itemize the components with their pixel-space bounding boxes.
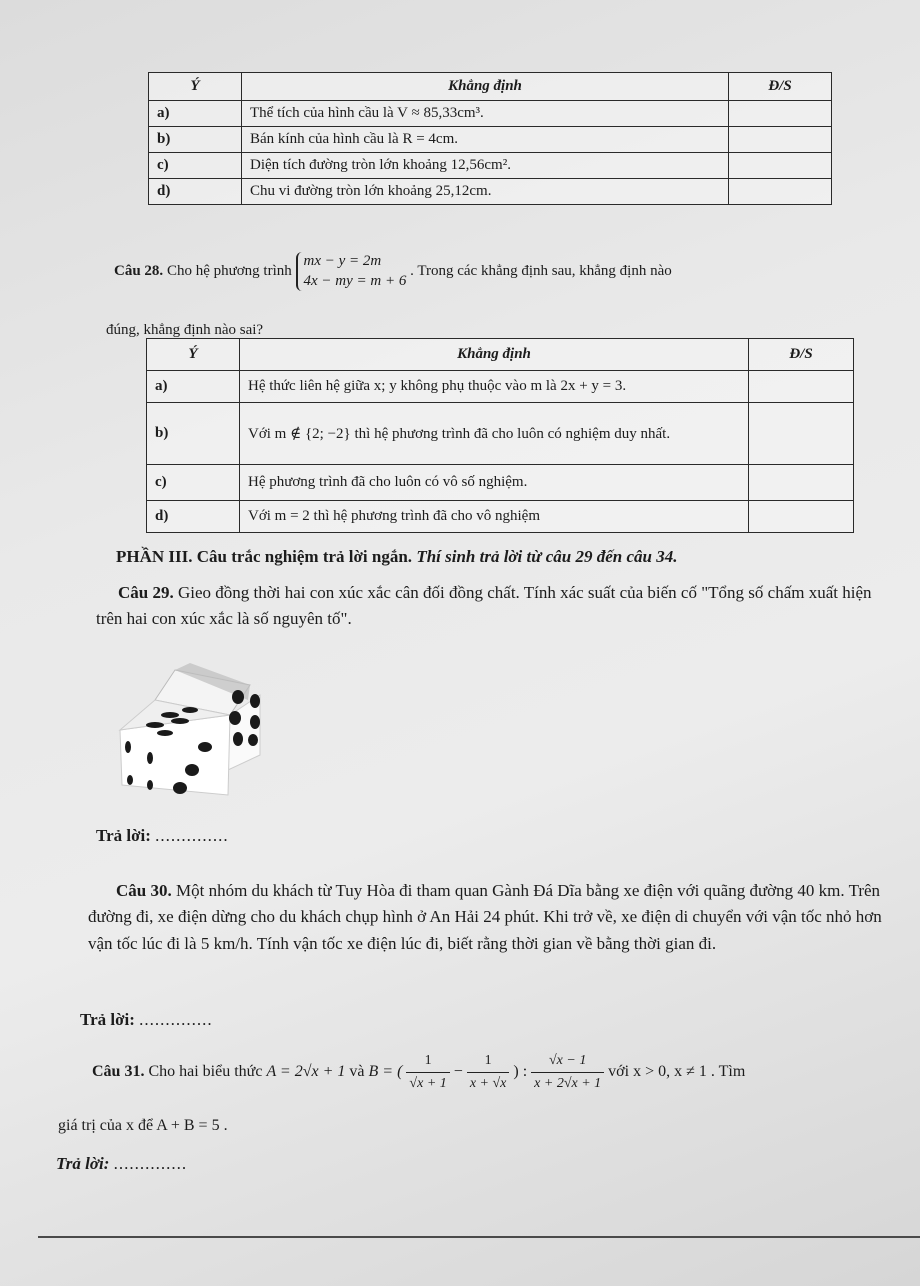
divider	[38, 1236, 920, 1238]
answer-blank[interactable]: ..............	[155, 826, 229, 845]
question-30	[88, 878, 906, 957]
question-intro: Cho hai biểu thức	[148, 1062, 263, 1080]
table-row	[147, 403, 854, 465]
table-1	[148, 72, 832, 205]
answer-cell[interactable]	[729, 179, 832, 205]
equation-2: 4x − my = m + 6	[303, 272, 407, 289]
row-statement: Thể tích của hình cầu là V ≈ 85,33cm³.	[242, 101, 729, 127]
numerator: √x − 1	[531, 1050, 604, 1073]
answer-blank[interactable]: ..............	[139, 1010, 213, 1029]
question-28	[114, 252, 874, 291]
numerator: 1	[467, 1050, 510, 1073]
row-label: c)	[149, 153, 242, 179]
part-3-heading	[116, 544, 896, 570]
table-2	[146, 338, 854, 533]
row-label: d)	[149, 179, 242, 205]
answer-label: Trả lời:	[96, 826, 151, 845]
denominator: x + √x	[469, 1075, 507, 1091]
answer-cell[interactable]	[729, 101, 832, 127]
condition: với x > 0, x ≠ 1 . Tìm	[608, 1062, 746, 1080]
question-28-line-2: đúng, khẳng định nào sai?	[106, 322, 264, 338]
answer-line-29[interactable]	[96, 826, 229, 846]
equation-1: mx − y = 2m	[303, 253, 382, 269]
table-row	[149, 179, 832, 205]
answer-cell[interactable]	[749, 501, 854, 533]
fraction-3	[531, 1050, 604, 1094]
question-29	[96, 580, 886, 633]
row-statement: Diện tích đường tròn lớn khoảng 12,56cm².	[242, 153, 729, 179]
fraction-1	[406, 1050, 449, 1094]
row-label: a)	[149, 101, 242, 127]
table-row	[149, 101, 832, 127]
row-statement: Với m ∉ {2; −2} thì hệ phương trình đã cho luôn có nghiệm duy nhất.	[240, 403, 749, 465]
dice-image	[110, 655, 280, 805]
row-label: b)	[147, 403, 240, 465]
answer-label: Trả lời:	[56, 1154, 110, 1173]
answer-cell[interactable]	[749, 465, 854, 501]
expression-a: A = 2√x + 1	[266, 1062, 346, 1080]
question-intro: Cho hệ phương trình	[166, 262, 292, 279]
question-label: Câu 31.	[92, 1062, 145, 1080]
answer-cell[interactable]	[749, 371, 854, 403]
row-label: c)	[147, 465, 240, 501]
row-label: b)	[149, 127, 242, 153]
question-label: Câu 28.	[114, 262, 164, 279]
table-2-header-statement: Khẳng định	[240, 339, 749, 371]
row-label: a)	[147, 371, 240, 403]
expression-b-start: B = (	[368, 1062, 403, 1080]
row-statement: Hệ thức liên hệ giữa x; y không phụ thuộc vào m là 2x + y = 3.	[240, 371, 749, 403]
part-subtitle: Thí sinh trả lời từ câu 29 đến câu 34.	[416, 547, 678, 566]
table-row	[149, 127, 832, 153]
answer-line-30[interactable]	[80, 1010, 213, 1030]
question-31: Câu 31. Cho hai biểu thức A = 2√x + 1 và B = ( $\frac{1}{√x + 1}$ − $\frac{1}{x + √x}$ ) : $\frac{√x - 1}{x + 2√x + 1}$ với x > 0, x ≠ 1 . Tìm	[92, 1050, 920, 1094]
answer-label: Trả lời:	[80, 1010, 135, 1029]
row-statement: Với m = 2 thì hệ phương trình đã cho vô nghiệm	[240, 501, 749, 533]
table-row	[149, 153, 832, 179]
row-statement: Bán kính của hình cầu là R = 4cm.	[242, 127, 729, 153]
question-label: Câu 29.	[118, 583, 174, 602]
denominator: x + 2√x + 1	[534, 1075, 602, 1091]
denominator: √x + 1	[409, 1075, 447, 1091]
question-text: Một nhóm du khách từ Tuy Hòa đi tham quan Gành Đá Dĩa bằng xe điện với quãng đường 40 km. Trên đường đi, xe điện dừng cho du khách chụp hình ở An Hải 24 phút. Khi trở về, xe điện di chuyển với vận tốc nhỏ hơn vận tốc lúc đi là 5 km/h. Tính vận tốc xe điện lúc đi, biết rằng thời gian về bằng thời gian đi.	[88, 881, 882, 953]
conjunction: và	[349, 1062, 365, 1080]
answer-cell[interactable]	[729, 127, 832, 153]
answer-line-31[interactable]	[56, 1154, 187, 1174]
table-2-header-ds: Đ/S	[749, 339, 854, 371]
question-text: Gieo đồng thời hai con xúc xắc cân đối đồng chất. Tính xác suất của biến cố "Tổng số chấm xuất hiện trên hai con xúc xắc là số nguyên tố".	[96, 583, 872, 629]
question-label: Câu 30.	[116, 881, 172, 900]
part-title: PHẦN III. Câu trắc nghiệm trả lời ngắn.	[116, 547, 413, 566]
table-row	[147, 465, 854, 501]
row-label: d)	[147, 501, 240, 533]
table-1-header-ds: Đ/S	[729, 73, 832, 101]
division-sign: ) :	[513, 1062, 528, 1080]
table-2-header-y: Ý	[147, 339, 240, 371]
table-1-header-y: Ý	[149, 73, 242, 101]
table-1-header-statement: Khẳng định	[242, 73, 729, 101]
numerator: 1	[406, 1050, 449, 1073]
table-row	[147, 501, 854, 533]
equation-system	[296, 252, 407, 291]
fraction-2	[467, 1050, 510, 1094]
table-row	[147, 371, 854, 403]
row-statement: Chu vi đường tròn lớn khoảng 25,12cm.	[242, 179, 729, 205]
answer-cell[interactable]	[749, 403, 854, 465]
question-continuation: . Trong các khẳng định sau, khẳng định nào	[410, 262, 672, 279]
row-statement: Hệ phương trình đã cho luôn có vô số nghiệm.	[240, 465, 749, 501]
answer-blank[interactable]: ..............	[113, 1154, 188, 1173]
question-31-line-2: giá trị của x để A + B = 5 .	[58, 1117, 228, 1134]
answer-cell[interactable]	[729, 153, 832, 179]
